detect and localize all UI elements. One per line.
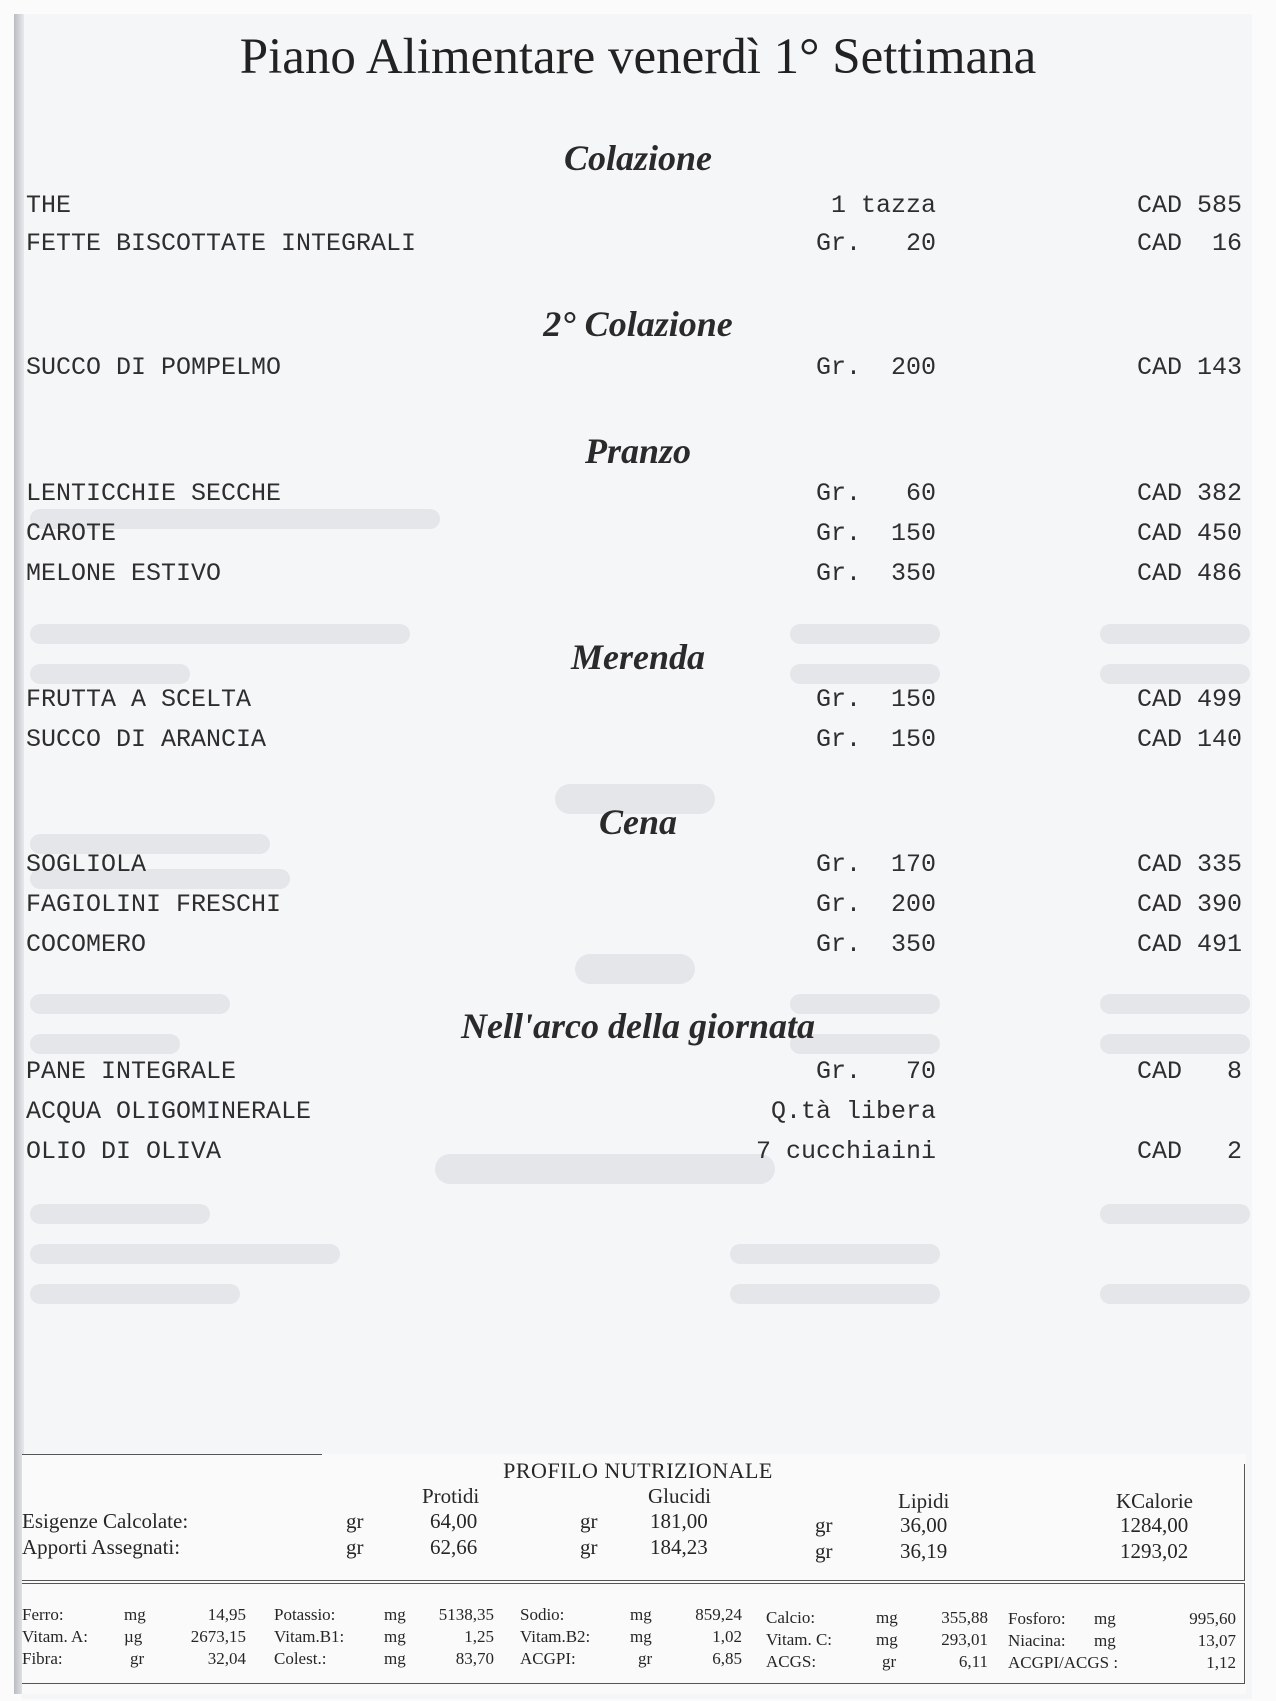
kcal-value: 1284,00 — [1120, 1513, 1189, 1537]
micro-label: Calcio: — [766, 1608, 816, 1627]
food-row — [0, 229, 1276, 263]
micro-unit: gr — [882, 1652, 897, 1671]
micro-value: 13,07 — [1197, 1631, 1236, 1650]
micro-label: ACGPI/ACGS : — [1008, 1653, 1119, 1672]
col-header-kcalorie: KCalorie — [1116, 1489, 1193, 1513]
micro-value: 1,12 — [1206, 1653, 1236, 1672]
food-quantity: Gr. 70 — [815, 1057, 936, 1086]
micro-unit: mg — [1094, 1609, 1116, 1628]
food-cad: CAD 382 — [1136, 479, 1242, 508]
col-header-protidi: Protidi — [422, 1484, 480, 1508]
micro-label: Fibra: — [22, 1649, 63, 1668]
page-title: Piano Alimentare venerdì 1° Settimana — [239, 29, 1037, 85]
food-name: SUCCO DI POMPELMO — [26, 353, 282, 382]
micro-label: Vitam.B1: — [274, 1627, 345, 1646]
micro-label: Vitam. C: — [766, 1630, 833, 1649]
micro-value: 6,85 — [712, 1649, 742, 1668]
micro-value: 32,04 — [207, 1649, 246, 1668]
food-name: PANE INTEGRALE — [26, 1057, 237, 1086]
food-row — [0, 1097, 1276, 1131]
micro-label: Potassio: — [274, 1605, 336, 1624]
food-quantity: 7 cucchiaini — [755, 1137, 936, 1166]
section-title-pranzo: Pranzo — [584, 431, 692, 471]
profile-row-label: Apporti Assegnati: — [22, 1535, 181, 1559]
food-cad: CAD 585 — [1136, 191, 1242, 220]
col-header-glucidi: Glucidi — [648, 1484, 711, 1508]
unit-label: gr — [580, 1535, 598, 1559]
food-quantity: Gr. 20 — [815, 229, 936, 258]
micro-label: Sodio: — [520, 1605, 565, 1624]
food-row — [0, 519, 1276, 553]
food-name: FRUTTA A SCELTA — [26, 685, 252, 714]
food-name: CAROTE — [26, 519, 117, 548]
micro-label: Vitam.B2: — [520, 1627, 591, 1646]
food-name: SOGLIOLA — [26, 850, 147, 879]
micro-label: Vitam. A: — [22, 1627, 89, 1646]
food-row — [0, 850, 1276, 884]
kcal-value: 1293,02 — [1120, 1539, 1189, 1563]
food-name: SUCCO DI ARANCIA — [26, 725, 267, 754]
profile-middle-rule — [22, 1580, 1245, 1581]
lipidi-value: 36,19 — [900, 1539, 948, 1563]
profile-row-label: Esigenze Calcolate: — [22, 1509, 189, 1533]
unit-label: gr — [580, 1509, 598, 1533]
food-cad: CAD 491 — [1136, 930, 1242, 959]
food-cad: CAD 390 — [1136, 890, 1242, 919]
micro-unit: gr — [130, 1649, 145, 1668]
micro-unit: mg — [124, 1605, 146, 1624]
food-quantity: Gr. 150 — [815, 685, 936, 714]
food-cad: CAD 140 — [1136, 725, 1242, 754]
micro-unit: mg — [876, 1608, 898, 1627]
food-quantity: Gr. 60 — [815, 479, 936, 508]
food-quantity: Gr. 200 — [815, 890, 936, 919]
food-row — [0, 1057, 1276, 1091]
micro-value: 355,88 — [941, 1608, 988, 1627]
section-title-giornata: Nell'arco della giornata — [461, 1006, 815, 1046]
micro-unit: mg — [384, 1627, 406, 1646]
micro-unit: mg — [876, 1630, 898, 1649]
food-name: LENTICCHIE SECCHE — [26, 479, 282, 508]
protidi-value: 64,00 — [430, 1509, 478, 1533]
micro-unit: mg — [384, 1649, 406, 1668]
unit-label: gr — [346, 1509, 364, 1533]
profile-top-rule — [22, 1454, 322, 1455]
micro-unit: mg — [630, 1627, 652, 1646]
section-title-colazione: Colazione — [563, 138, 713, 178]
food-cad: CAD 2 — [1136, 1137, 1242, 1166]
micro-value: 293,01 — [941, 1630, 988, 1649]
micro-value: 1,25 — [464, 1627, 494, 1646]
micro-label: Niacina: — [1008, 1631, 1066, 1650]
food-quantity: Gr. 150 — [815, 725, 936, 754]
food-cad: CAD 486 — [1136, 559, 1242, 588]
food-name: FAGIOLINI FRESCHI — [26, 890, 282, 919]
food-cad: CAD 8 — [1136, 1057, 1242, 1086]
food-name: ACQUA OLIGOMINERALE — [26, 1097, 312, 1126]
micro-value: 14,95 — [207, 1605, 246, 1624]
food-name: OLIO DI OLIVA — [26, 1137, 222, 1166]
food-row — [0, 930, 1276, 964]
food-row — [0, 1137, 1276, 1171]
food-quantity: Gr. 150 — [815, 519, 936, 548]
profile-bottom-rule — [22, 1683, 1245, 1684]
col-header-lipidi: Lipidi — [898, 1489, 950, 1513]
protidi-value: 62,66 — [430, 1535, 478, 1559]
food-row — [0, 725, 1276, 759]
food-cad: CAD 143 — [1136, 353, 1242, 382]
food-row — [0, 685, 1276, 719]
profile-middle-rule-double — [22, 1583, 1245, 1584]
food-quantity: 1 tazza — [830, 191, 936, 220]
micro-unit: mg — [1094, 1631, 1116, 1650]
profile-right-border-lower — [1244, 1583, 1245, 1683]
micro-value: 859,24 — [695, 1605, 742, 1624]
food-row — [0, 890, 1276, 924]
micro-value: 5138,35 — [438, 1605, 494, 1624]
food-cad: CAD 16 — [1136, 229, 1242, 258]
micro-unit: mg — [384, 1605, 406, 1624]
food-quantity: Gr. 200 — [815, 353, 936, 382]
food-cad: CAD 335 — [1136, 850, 1242, 879]
food-quantity: Gr. 350 — [815, 930, 936, 959]
section-title-cena: Cena — [598, 802, 677, 842]
micro-label: ACGPI: — [520, 1649, 576, 1668]
food-name: MELONE ESTIVO — [26, 559, 222, 588]
food-row — [0, 191, 1276, 225]
section-title-merenda: Merenda — [571, 637, 705, 677]
micro-value: 83,70 — [455, 1649, 494, 1668]
lipidi-value: 36,00 — [900, 1513, 948, 1537]
unit-label: gr — [815, 1539, 833, 1563]
micro-unit: µg — [124, 1627, 143, 1646]
food-name: THE — [26, 191, 72, 220]
unit-label: gr — [346, 1535, 364, 1559]
micro-unit: gr — [638, 1649, 653, 1668]
food-name: COCOMERO — [26, 930, 147, 959]
food-quantity: Gr. 170 — [815, 850, 936, 879]
micro-value: 1,02 — [712, 1627, 742, 1646]
food-cad: CAD 499 — [1136, 685, 1242, 714]
unit-label: gr — [815, 1513, 833, 1537]
micro-label: Fosforo: — [1008, 1609, 1066, 1628]
micro-label: ACGS: — [766, 1652, 817, 1671]
food-quantity: Q.tà libera — [770, 1097, 936, 1126]
food-row — [0, 559, 1276, 593]
food-row — [0, 479, 1276, 513]
food-quantity: Gr. 350 — [815, 559, 936, 588]
micro-unit: mg — [630, 1605, 652, 1624]
profile-title: PROFILO NUTRIZIONALE — [503, 1458, 773, 1483]
section-title-seconda-colazione: 2° Colazione — [543, 304, 733, 344]
micro-label: Colest.: — [274, 1649, 327, 1668]
food-row — [0, 353, 1276, 387]
micro-value: 6,11 — [958, 1652, 988, 1671]
micro-value: 2673,15 — [190, 1627, 246, 1646]
micro-label: Ferro: — [22, 1605, 64, 1624]
food-cad: CAD 450 — [1136, 519, 1242, 548]
glucidi-value: 184,23 — [650, 1535, 708, 1559]
micro-value: 995,60 — [1189, 1609, 1236, 1628]
glucidi-value: 181,00 — [650, 1509, 708, 1533]
food-name: FETTE BISCOTTATE INTEGRALI — [26, 229, 417, 258]
